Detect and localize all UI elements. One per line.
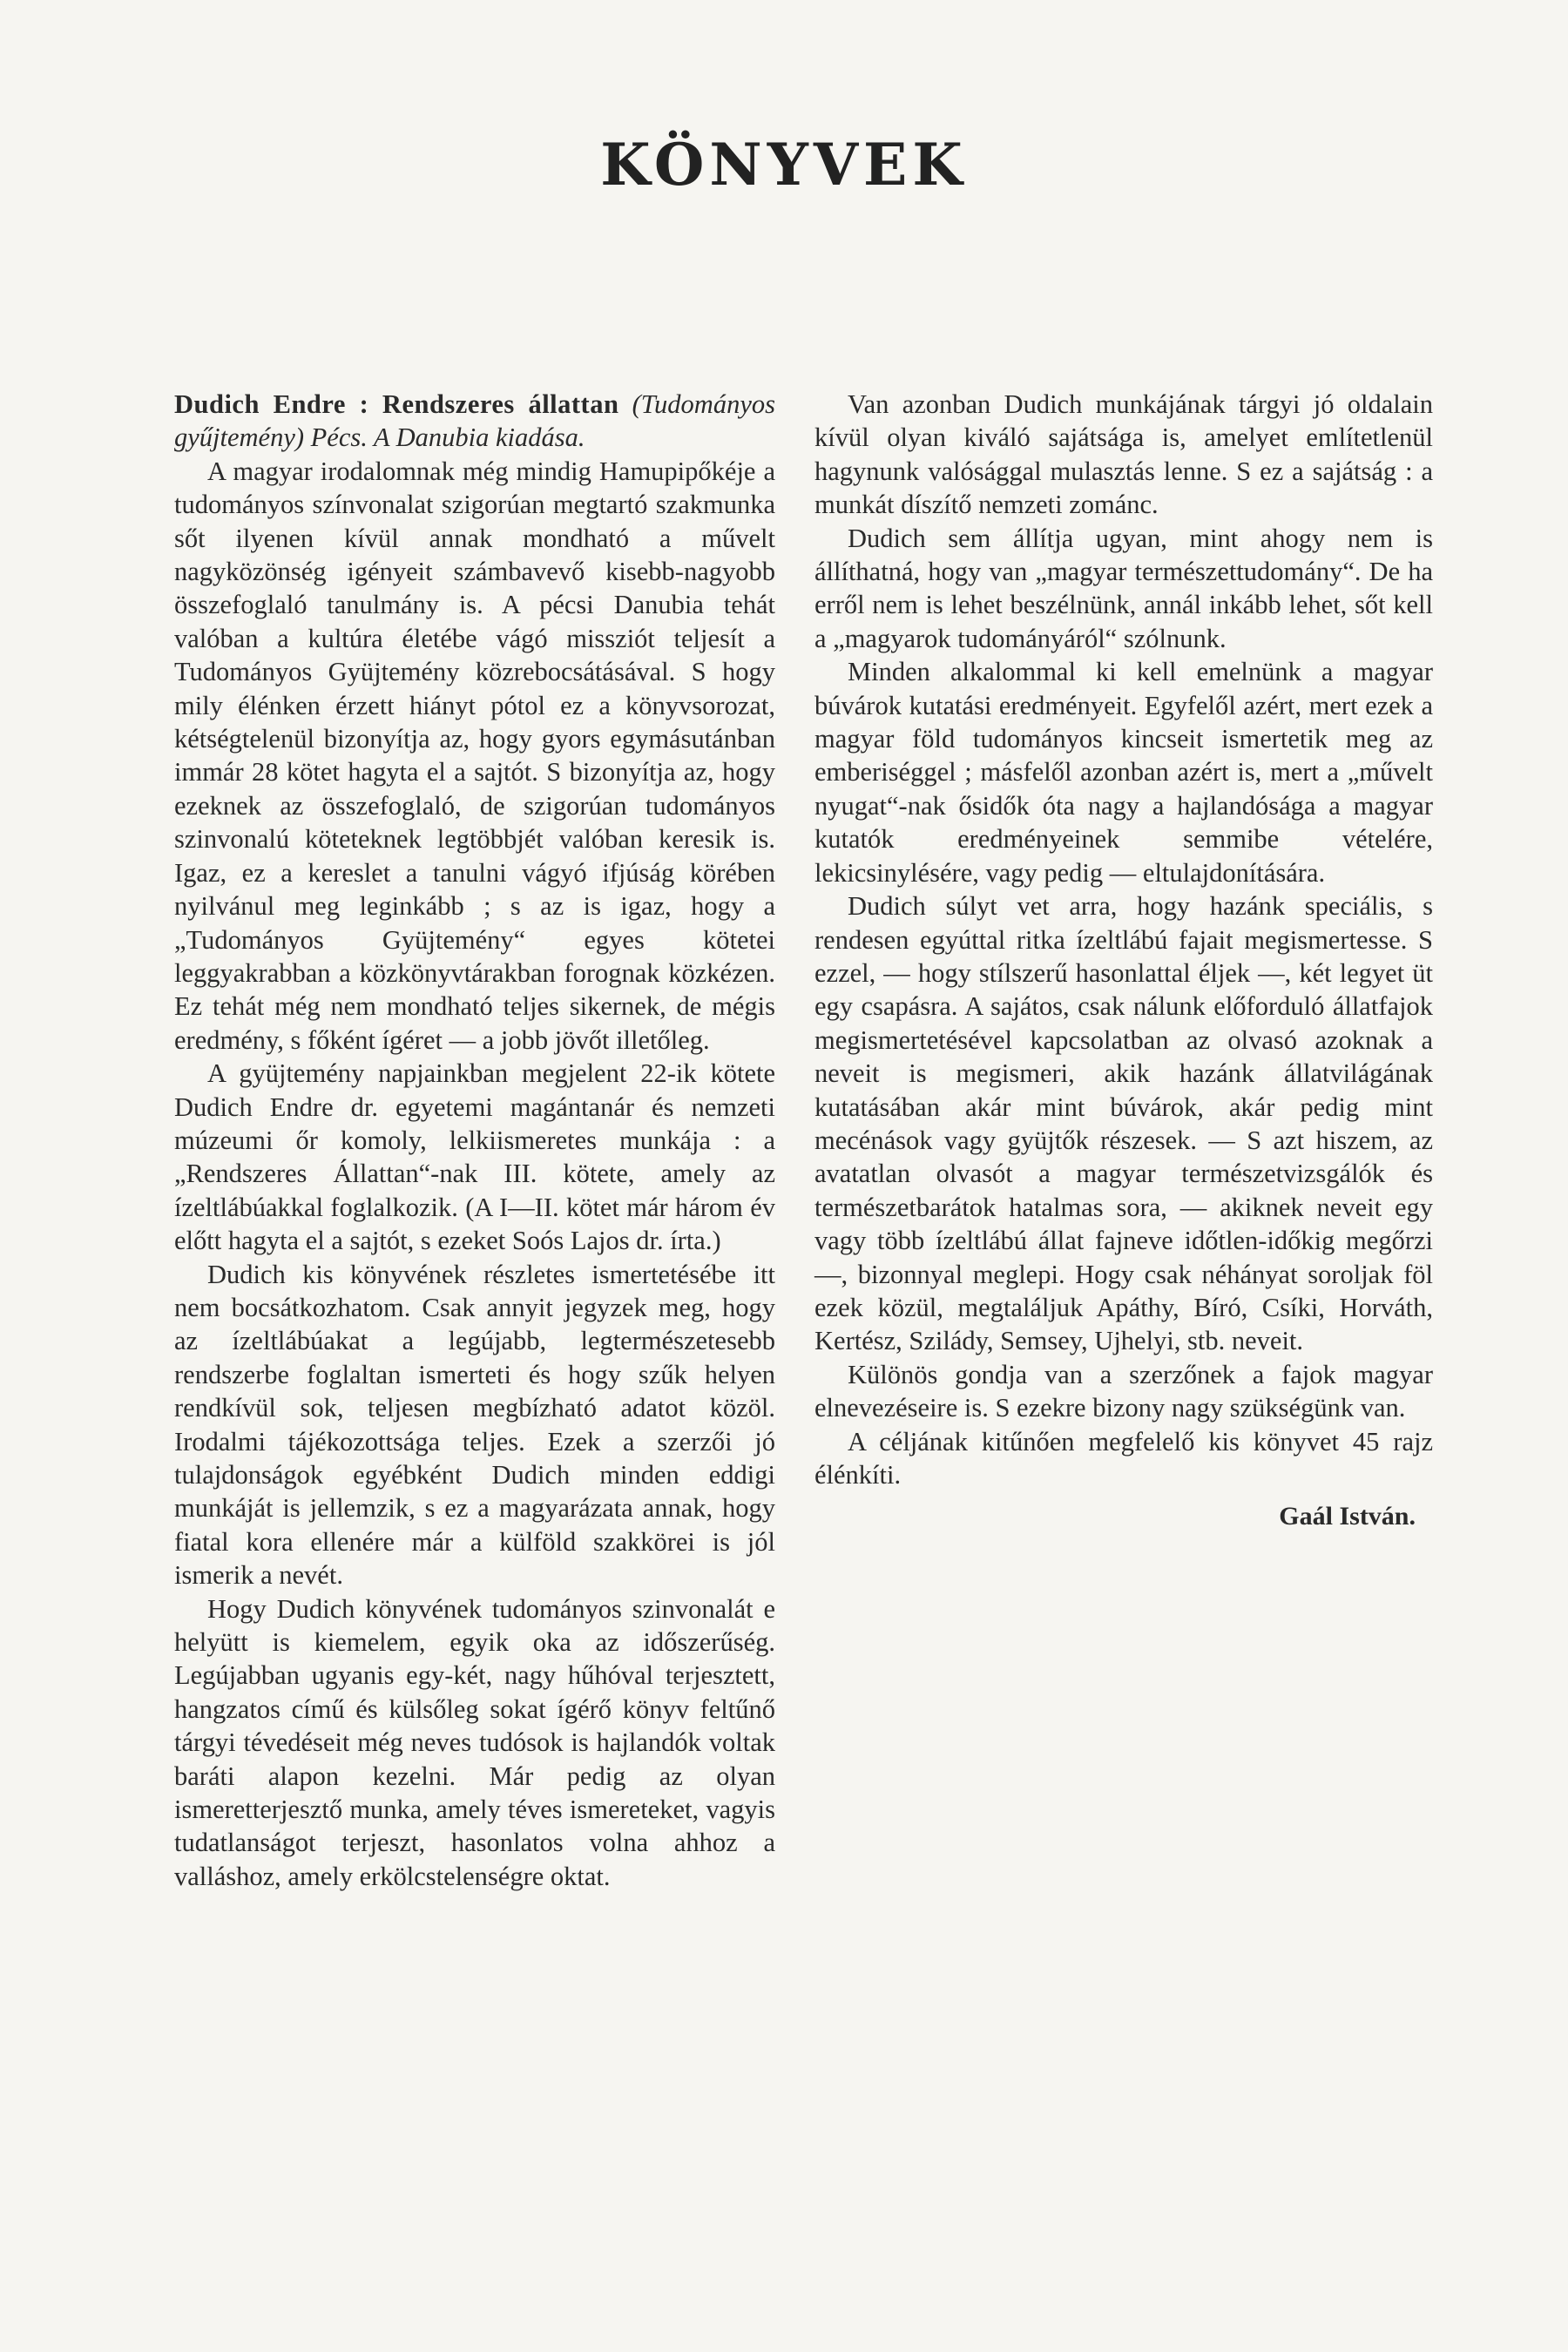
paragraph-1: A magyar irodalomnak még mindig Hamupipőkéje a tudományos színvonalat szigorúan megtartó szakmunka sőt ilyenen kívül annak mondható a művelt nagyközönség igényeit számbavevő kisebb-nagyobb összefoglaló tanulmány is. A pécsi Danubia tehát valóban a kultúra életébe vágó missziót teljesít a Tudományos Gyüjtemény közrebocsátásával. S hogy mily élénken érzett hiányt pótol ez a könyvsorozat, kétségtelenül bizonyítja az, hogy gyors egymásutánban immár 28 kötet hagyta el a sajtót. S bizonyítja az, hogy ezeknek az összefoglaló, de szigorúan tudományos szinvonalú köteteknek legtöbbjét valóban keresik is. Igaz, ez a kereslet a tanulni vágyó ifjúság körében nyilvánul meg leginkább ; s az is igaz, hogy a „Tudományos Gyüjtemény“ egyes kötetei leggyakrabban a közkönyvtárakban forognak közkézen. Ez tehát még nem mondható teljes sikernek, de mégis eredmény, s főként ígéret — a jobb jövőt illetőleg.	[174, 456, 775, 1055]
right-column	[814, 388, 1433, 1534]
review-heading	[174, 388, 775, 455]
paragraph-2: A gyüjtemény napjainkban megjelent 22-ik kötete Dudich Endre dr. egyetemi magántanár és nemzeti múzeumi őr komoly, lelkiismeretes munkája : a „Rendszeres Állattan“-nak III. kötete, amely az ízeltlábúakkal foglalkozik. (A I—II. kötet már három év előtt hagyta el a sajtót, s ezeket Soós Lajos dr. írta.)	[174, 1058, 775, 1256]
paragraph-10: A céljának kitűnően megfelelő kis könyvet 45 rajz élénkíti.	[814, 1426, 1433, 1490]
paragraph-7: Minden alkalommal ki kell emelnünk a magyar búvárok kutatási eredményeit. Egyfelől azért, mert ezek a magyar föld tudományos kincseit ismertetik meg az emberiséggel ; másfelől azonban azért is, mert a „művelt nyugat“-nak ősidők óta nagy a hajlandósága a magyar kutatók eredményeinek semmibe vételére, lekicsinylésére, vagy pedig — eltulajdonítására.	[814, 657, 1433, 888]
paragraph-3: Dudich kis könyvének részletes ismertetésébe itt nem bocsátkozhatom. Csak annyit jegyzek meg, hogy az ízeltlábúakat a legújabb, legtermészetesebb rendszerbe foglaltan ismerteti és hogy szűk helyen rendkívül sok, teljesen megbízható adatot közöl. Irodalmi tájékozottsága teljes. Ezek a szerzői jó tulajdonságok egyébként Dudich minden eddigi munkáját is jellemzik, s ez a magyarázata annak, hogy fiatal kora ellenére már a külföld szakkörei is jól ismerik a nevét.	[174, 1259, 775, 1591]
book-series-publisher: (Tudományos gyűjtemény) Pécs. A Danubia kiadása.	[174, 389, 775, 453]
paragraph-9: Különös gondja van a szerzőnek a fajok magyar elnevezéseire is. S ezekre bizony nagy szükségünk van.	[814, 1359, 1433, 1423]
paragraph-4: Hogy Dudich könyvének tudományos szinvonalát e helyütt is kiemelem, egyik oka az időszerűség. Legújabban ugyanis egy-két, nagy hűhóval terjesztett, hangzatos című és külsőleg sokat ígérő könyv feltűnő tárgyi tévedéseit még neves tudósok is hajlandók voltak baráti alapon kezelni. Már pedig az olyan ismeretterjesztő munka, amely téves ismereteket, vagyis tudatlanságot terjeszt, hasonlatos volna ahhoz a valláshoz, amely erkölcstelenségre oktat.	[174, 1593, 775, 1891]
paragraph-8: Dudich súlyt vet arra, hogy hazánk speciális, s rendesen egyúttal ritka ízeltlábú fajait megismertesse. S ezzel, — hogy stílszerű hasonlattal éljek —, két legyet üt egy csapásra. A sajátos, csak nálunk előforduló állatfajok megismertetésével kapcsolatban az olvasó azoknak a neveit is megismeri, akik hazánk állatvilágának kutatásában akár mint búvárok, akár pedig mint mecénások vagy gyüjtők részesek. — S azt hiszem, az avatatlan olvasót a magyar természetvizsgálók és természetbarátok hatalmas sora, — akiknek neveit egy vagy több ízeltlábú állat fajneve időtlen-időkig megőrzi —, bizonnyal meglepi. Hogy csak néhányat soroljak föl ezek közül, megtaláljuk Apáthy, Bíró, Csíki, Horváth, Kertész, Szilády, Semsey, Ujhelyi, stb. neveit.	[814, 891, 1433, 1356]
author-signature: Gaál István.	[1279, 1502, 1416, 1531]
left-column	[174, 388, 775, 1893]
paragraph-6: Dudich sem állítja ugyan, mint ahogy nem is állíthatná, hogy van „magyar természettudomány“. De ha erről nem is lehet beszélnünk, annál inkább lehet, sőt kell a „magyarok tudományáról“ szólnunk.	[814, 523, 1433, 653]
page-title: KÖNYVEK	[600, 131, 968, 199]
book-author-title: Dudich Endre : Rendszeres állattan	[174, 389, 619, 419]
paragraph-5: Van azonban Dudich munkájának tárgyi jó oldalain kívül olyan kiváló sajátsága is, amelyet említetlenül hagynunk valósággal mulasztás lenne. S ez a sajátság : a munkát díszítő nemzeti zománc.	[814, 389, 1433, 520]
